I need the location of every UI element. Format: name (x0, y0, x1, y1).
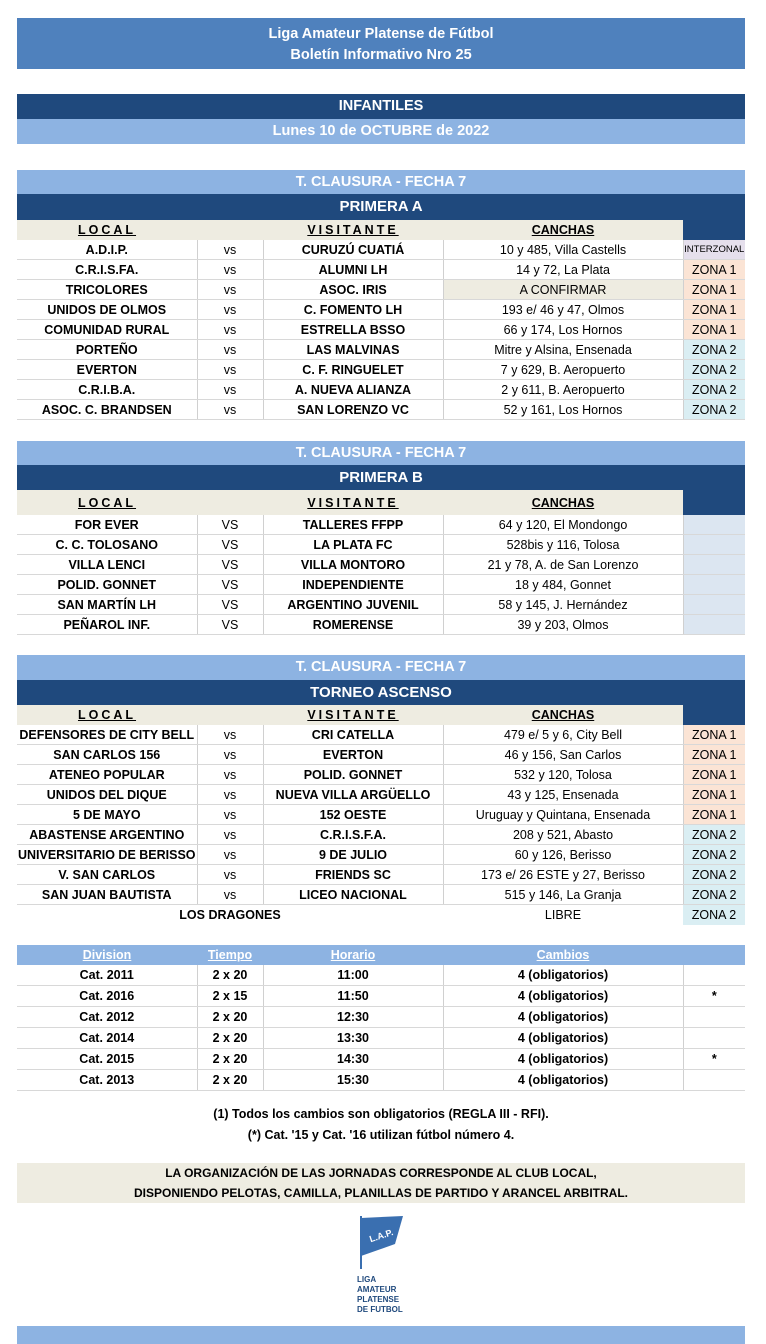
tiempo-cell: 2 x 20 (197, 1028, 263, 1049)
local-team: UNIVERSITARIO DE BERISSO (17, 845, 197, 865)
cambios-cell: 4 (obligatorios) (443, 986, 683, 1007)
vs-label: VS (197, 515, 263, 535)
visitante-team: 9 DE JULIO (263, 845, 443, 865)
zona-label: ZONA 1 (683, 725, 745, 745)
local-team: V. SAN CARLOS (17, 865, 197, 885)
vs-header (197, 490, 263, 515)
local-team: A.D.I.P. (17, 240, 197, 260)
cancha-address: 60 y 126, Berisso (443, 845, 683, 865)
mark-cell: * (683, 1049, 745, 1070)
division-cell: Cat. 2014 (17, 1028, 197, 1049)
visitante-header: VISITANTE (263, 220, 443, 240)
visitante-team: POLID. GONNET (263, 765, 443, 785)
visitante-header: VISITANTE (263, 490, 443, 515)
division-cell: Cat. 2013 (17, 1070, 197, 1091)
table-row (17, 745, 745, 765)
local-team: FOR EVER (17, 515, 197, 535)
schedule-row (17, 986, 745, 1007)
visitante-team: C. FOMENTO LH (263, 300, 443, 320)
tiempo-cell: 2 x 20 (197, 965, 263, 986)
table-row (17, 240, 745, 260)
primera-b-title: PRIMERA B (17, 465, 745, 490)
primera-b-table (17, 490, 745, 635)
local-team: DEFENSORES DE CITY BELL (17, 725, 197, 745)
horario-cell: 11:00 (263, 965, 443, 986)
cambios-cell: 4 (obligatorios) (443, 1070, 683, 1091)
zona-label: INTERZONAL (683, 240, 745, 260)
vs-label: vs (197, 865, 263, 885)
canchas-header: CANCHAS (443, 490, 683, 515)
schedule-row (17, 965, 745, 986)
table-row (17, 615, 745, 635)
table-row (17, 260, 745, 280)
tiempo-cell: 2 x 20 (197, 1007, 263, 1028)
zona-label: ZONA 2 (683, 845, 745, 865)
table-header (17, 220, 745, 240)
cancha-address: 173 e/ 26 ESTE y 27, Berisso (443, 865, 683, 885)
local-team: EVERTON (17, 360, 197, 380)
schedule-row (17, 1007, 745, 1028)
league-name: Liga Amateur Platense de Fútbol (268, 26, 494, 42)
vs-label: vs (197, 785, 263, 805)
cancha-address: 39 y 203, Olmos (443, 615, 683, 635)
cancha-address: 14 y 72, La Plata (443, 260, 683, 280)
table-row (17, 575, 745, 595)
cambios-cell: 4 (obligatorios) (443, 1007, 683, 1028)
visitante-team: VILLA MONTORO (263, 555, 443, 575)
table-row (17, 595, 745, 615)
footer-band (17, 1326, 745, 1344)
note-cambios: (1) Todos los cambios son obligatorios (REGLA III - RFI). (213, 1107, 549, 1121)
cancha-address: 515 y 146, La Granja (443, 885, 683, 905)
primera-a-table (17, 220, 745, 420)
visitante-team: CRI CATELLA (263, 725, 443, 745)
local-team: SAN JUAN BAUTISTA (17, 885, 197, 905)
visitante-team: C.R.I.S.F.A. (263, 825, 443, 845)
visitante-team: ROMERENSE (263, 615, 443, 635)
libre-row (17, 905, 745, 926)
logo-line-1: LIGA (357, 1275, 377, 1284)
vs-label: vs (197, 300, 263, 320)
primera-a-fecha: T. CLAUSURA - FECHA 7 (17, 170, 745, 194)
zona-label: ZONA 2 (683, 400, 745, 420)
vs-label: vs (197, 240, 263, 260)
logo-line-3: PLATENSE (357, 1295, 400, 1304)
table-row (17, 535, 745, 555)
flag-icon (355, 1214, 415, 1324)
zona-label: ZONA 1 (683, 745, 745, 765)
primera-a-title: PRIMERA A (17, 194, 745, 220)
cancha-address: 46 y 156, San Carlos (443, 745, 683, 765)
cancha-address: 532 y 120, Tolosa (443, 765, 683, 785)
cancha-address: 52 y 161, Los Hornos (443, 400, 683, 420)
zona-label: ZONA 1 (683, 320, 745, 340)
local-header: LOCAL (17, 705, 197, 725)
ascenso-fecha: T. CLAUSURA - FECHA 7 (17, 655, 745, 680)
visitante-team: LA PLATA FC (263, 535, 443, 555)
category-title: INFANTILES (17, 94, 745, 119)
ascenso-table (17, 705, 745, 925)
zona-label (683, 615, 745, 635)
zona-label (683, 575, 745, 595)
primera-b-fecha: T. CLAUSURA - FECHA 7 (17, 441, 745, 465)
vs-header (197, 705, 263, 725)
visitante-team: INDEPENDIENTE (263, 575, 443, 595)
zona-label: ZONA 2 (683, 360, 745, 380)
visitante-team: CURUZÚ CUATIÁ (263, 240, 443, 260)
cambios-cell: 4 (obligatorios) (443, 965, 683, 986)
vs-label: vs (197, 765, 263, 785)
division-header: Division (17, 945, 197, 965)
mark-cell (683, 1070, 745, 1091)
division-cell: Cat. 2012 (17, 1007, 197, 1028)
visitante-team: C. F. RINGUELET (263, 360, 443, 380)
visitante-team: A. NUEVA ALIANZA (263, 380, 443, 400)
mark-cell (683, 965, 745, 986)
table-row (17, 765, 745, 785)
tiempo-header: Tiempo (197, 945, 263, 965)
vs-label: vs (197, 320, 263, 340)
horario-header: Horario (263, 945, 443, 965)
cancha-address: 528bis y 116, Tolosa (443, 535, 683, 555)
schedule-row (17, 1028, 745, 1049)
vs-label: vs (197, 745, 263, 765)
horario-cell: 11:50 (263, 986, 443, 1007)
table-header (17, 705, 745, 725)
canchas-header: CANCHAS (443, 220, 683, 240)
cambios-cell: 4 (obligatorios) (443, 1028, 683, 1049)
horario-cell: 12:30 (263, 1007, 443, 1028)
local-team: UNIDOS DE OLMOS (17, 300, 197, 320)
visitante-team: FRIENDS SC (263, 865, 443, 885)
zona-header (683, 220, 745, 240)
zona-label: ZONA 1 (683, 260, 745, 280)
local-team: UNIDOS DEL DIQUE (17, 785, 197, 805)
libre-team: LOS DRAGONES (179, 908, 281, 922)
visitante-team: LAS MALVINAS (263, 340, 443, 360)
visitante-team: ALUMNI LH (263, 260, 443, 280)
cancha-address: 2 y 611, B. Aeropuerto (443, 380, 683, 400)
vs-label: vs (197, 725, 263, 745)
table-row (17, 515, 745, 535)
visitante-team: EVERTON (263, 745, 443, 765)
table-row (17, 380, 745, 400)
zona-label: ZONA 2 (683, 885, 745, 905)
zona-label (683, 595, 745, 615)
table-row (17, 400, 745, 420)
bulletin-header (17, 18, 745, 69)
table-row (17, 300, 745, 320)
division-cell: Cat. 2016 (17, 986, 197, 1007)
visitante-team: ASOC. IRIS (263, 280, 443, 300)
vs-label: vs (197, 280, 263, 300)
table-row (17, 555, 745, 575)
table-row (17, 725, 745, 745)
local-team: VILLA LENCI (17, 555, 197, 575)
local-team: PORTEÑO (17, 340, 197, 360)
division-cell: Cat. 2011 (17, 965, 197, 986)
zona-label: ZONA 1 (683, 280, 745, 300)
cancha-address: 66 y 174, Los Hornos (443, 320, 683, 340)
cancha-address: 43 y 125, Ensenada (443, 785, 683, 805)
cancha-address: 21 y 78, A. de San Lorenzo (443, 555, 683, 575)
table-row (17, 885, 745, 905)
schedule-row (17, 1070, 745, 1091)
horario-cell: 14:30 (263, 1049, 443, 1070)
table-row (17, 825, 745, 845)
visitante-team: NUEVA VILLA ARGÜELLO (263, 785, 443, 805)
zona-header (683, 705, 745, 725)
organization-line-1: LA ORGANIZACIÓN DE LAS JORNADAS CORRESPONDE AL CLUB LOCAL, (165, 1166, 597, 1180)
vs-label: VS (197, 535, 263, 555)
logo-line-2: AMATEUR (357, 1285, 397, 1294)
visitante-team: SAN LORENZO VC (263, 400, 443, 420)
vs-label: VS (197, 555, 263, 575)
zona-label: ZONA 1 (683, 785, 745, 805)
flag-text: L.A.P. (368, 1227, 395, 1245)
local-team: ASOC. C. BRANDSEN (17, 400, 197, 420)
zona-label: ZONA 1 (683, 805, 745, 825)
visitante-team: 152 OESTE (263, 805, 443, 825)
zona-label: ZONA 1 (683, 300, 745, 320)
table-row (17, 805, 745, 825)
local-team: TRICOLORES (17, 280, 197, 300)
note-pelota: (*) Cat. '15 y Cat. '16 utilizan fútbol número 4. (247, 1128, 515, 1142)
local-team: C. C. TOLOSANO (17, 535, 197, 555)
visitante-team: TALLERES FFPP (263, 515, 443, 535)
table-row (17, 280, 745, 300)
schedule-header (17, 945, 745, 965)
visitante-team: ARGENTINO JUVENIL (263, 595, 443, 615)
division-cell: Cat. 2015 (17, 1049, 197, 1070)
mark-cell (683, 1007, 745, 1028)
vs-label: vs (197, 805, 263, 825)
schedule-row (17, 1049, 745, 1070)
local-team: 5 DE MAYO (17, 805, 197, 825)
tiempo-cell: 2 x 20 (197, 1070, 263, 1091)
libre-cancha: LIBRE (544, 908, 582, 922)
organization-notice (17, 1163, 745, 1203)
horario-cell: 13:30 (263, 1028, 443, 1049)
table-row (17, 865, 745, 885)
vs-label: vs (197, 340, 263, 360)
zona-label: ZONA 1 (683, 765, 745, 785)
canchas-header: CANCHAS (443, 705, 683, 725)
vs-label: vs (197, 360, 263, 380)
table-row (17, 785, 745, 805)
schedule-table (17, 945, 745, 1091)
local-team: POLID. GONNET (17, 575, 197, 595)
cancha-address: Mitre y Alsina, Ensenada (443, 340, 683, 360)
cancha-address: 10 y 485, Villa Castells (443, 240, 683, 260)
local-team: SAN MARTÍN LH (17, 595, 197, 615)
cancha-address: Uruguay y Quintana, Ensenada (443, 805, 683, 825)
vs-label: vs (197, 400, 263, 420)
category-date: Lunes 10 de OCTUBRE de 2022 (17, 119, 745, 144)
visitante-team: LICEO NACIONAL (263, 885, 443, 905)
cambios-header: Cambios (443, 945, 683, 965)
cancha-address: 58 y 145, J. Hernández (443, 595, 683, 615)
vs-label: vs (197, 845, 263, 865)
table-row (17, 360, 745, 380)
mark-cell: * (683, 986, 745, 1007)
vs-label: VS (197, 575, 263, 595)
zona-label (683, 515, 745, 535)
mark-header (683, 945, 745, 965)
vs-label: VS (197, 615, 263, 635)
league-logo (355, 1214, 415, 1324)
horario-cell: 15:30 (263, 1070, 443, 1091)
cancha-address: 18 y 484, Gonnet (443, 575, 683, 595)
tiempo-cell: 2 x 15 (197, 986, 263, 1007)
table-header (17, 490, 745, 515)
local-team: C.R.I.B.A. (17, 380, 197, 400)
logo-line-4: DE FUTBOL (357, 1305, 403, 1314)
organization-line-2: DISPONIENDO PELOTAS, CAMILLA, PLANILLAS DE PARTIDO Y ARANCEL ARBITRAL. (133, 1186, 628, 1200)
zona-label: ZONA 2 (683, 865, 745, 885)
vs-label: vs (197, 380, 263, 400)
vs-label: vs (197, 825, 263, 845)
bulletin-number: Boletín Informativo Nro 25 (290, 47, 472, 63)
zona-label (683, 555, 745, 575)
table-row (17, 320, 745, 340)
vs-label: vs (197, 885, 263, 905)
zona-label: ZONA 2 (683, 380, 745, 400)
local-header: LOCAL (17, 220, 197, 240)
cancha-address: A CONFIRMAR (443, 280, 683, 300)
cancha-address: 7 y 629, B. Aeropuerto (443, 360, 683, 380)
cancha-address: 64 y 120, El Mondongo (443, 515, 683, 535)
local-team: COMUNIDAD RURAL (17, 320, 197, 340)
ascenso-title: TORNEO ASCENSO (17, 680, 745, 705)
vs-label: vs (197, 260, 263, 280)
vs-header (197, 220, 263, 240)
cancha-address: 208 y 521, Abasto (443, 825, 683, 845)
zona-header (683, 490, 745, 515)
visitante-team: ESTRELLA BSSO (263, 320, 443, 340)
cancha-address: 193 e/ 46 y 47, Olmos (443, 300, 683, 320)
cambios-cell: 4 (obligatorios) (443, 1049, 683, 1070)
tiempo-cell: 2 x 20 (197, 1049, 263, 1070)
local-team: ATENEO POPULAR (17, 765, 197, 785)
mark-cell (683, 1028, 745, 1049)
zona-label: ZONA 2 (683, 825, 745, 845)
vs-label: VS (197, 595, 263, 615)
zona-label: ZONA 2 (683, 340, 745, 360)
local-team: ABASTENSE ARGENTINO (17, 825, 197, 845)
local-team: C.R.I.S.FA. (17, 260, 197, 280)
cancha-address: 479 e/ 5 y 6, City Bell (443, 725, 683, 745)
local-header: LOCAL (17, 490, 197, 515)
libre-zona: ZONA 2 (683, 905, 745, 926)
table-row (17, 845, 745, 865)
table-row (17, 340, 745, 360)
local-team: PEÑAROL INF. (17, 615, 197, 635)
zona-label (683, 535, 745, 555)
visitante-header: VISITANTE (263, 705, 443, 725)
local-team: SAN CARLOS 156 (17, 745, 197, 765)
